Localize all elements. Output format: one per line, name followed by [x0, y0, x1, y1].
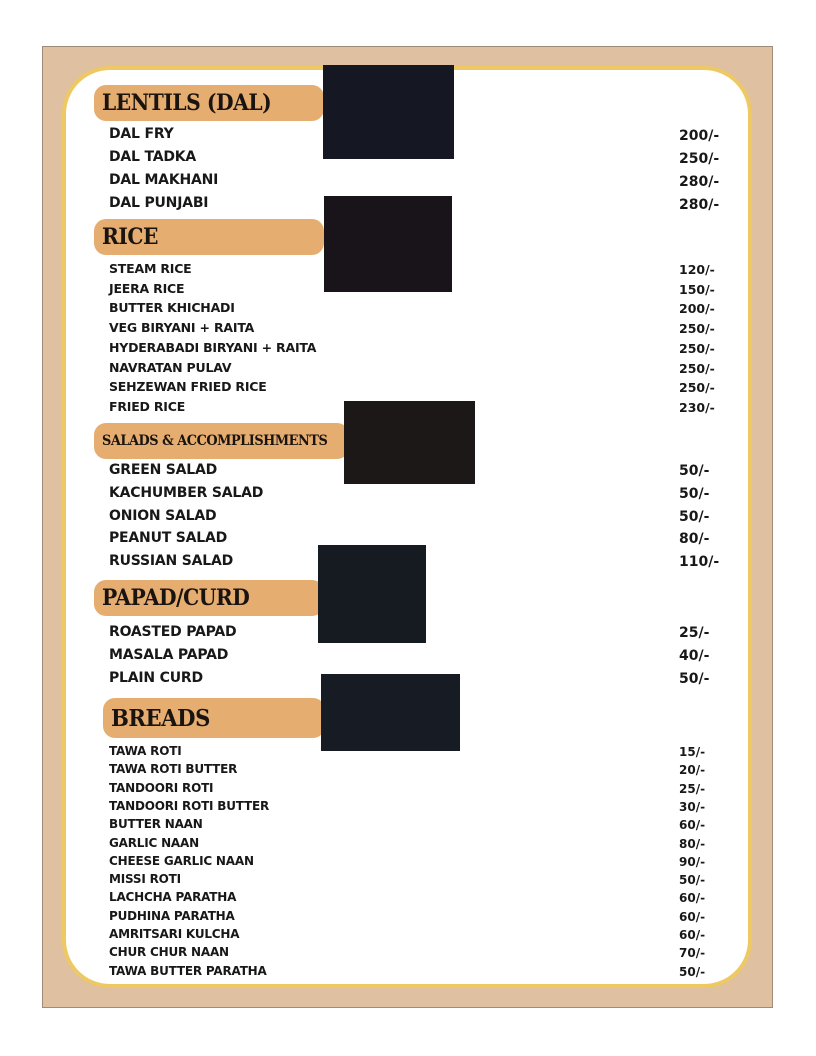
section-title: LENTILS (DAL)	[102, 90, 272, 116]
menu-item-name: ROASTED PAPAD	[109, 624, 237, 640]
section-title: RICE	[102, 224, 158, 250]
section-heading-rice	[94, 219, 324, 255]
menu-item-name: KACHUMBER SALAD	[109, 485, 264, 501]
menu-item-price: 60/-	[679, 818, 706, 832]
menu-item-price: 80/-	[679, 837, 706, 851]
menu-item-name: CHUR CHUR NAAN	[109, 945, 229, 959]
menu-item-price: 20/-	[679, 763, 706, 777]
menu-item-name: JEERA RICE	[109, 281, 185, 296]
menu-item-price: 15/-	[679, 745, 706, 759]
menu-item-price: 280/-	[679, 197, 720, 213]
menu-item-name: PUDHINA PARATHA	[109, 909, 235, 923]
menu-item-name: CHEESE GARLIC NAAN	[109, 854, 254, 868]
menu-item-price: 110/-	[679, 554, 720, 570]
rice-photo	[324, 196, 452, 292]
menu-item-price: 25/-	[679, 625, 710, 641]
menu-item-name: BUTTER NAAN	[109, 817, 203, 831]
menu-item-name: MASALA PAPAD	[109, 647, 229, 663]
section-heading-papad-curd	[94, 580, 324, 616]
menu-item-name: SEHZEWAN FRIED RICE	[109, 379, 267, 394]
menu-item-price: 40/-	[679, 648, 710, 664]
menu-item-name: PLAIN CURD	[109, 670, 203, 686]
menu-item-price: 90/-	[679, 855, 706, 869]
menu-item-name: TANDOORI ROTI	[109, 781, 214, 795]
section-title: BREADS	[111, 704, 210, 732]
menu-item-name: TANDOORI ROTI BUTTER	[109, 799, 270, 813]
section-title: PAPAD/CURD	[102, 585, 250, 611]
menu-item-price: 50/-	[679, 463, 710, 479]
menu-item-name: MISSI ROTI	[109, 872, 181, 886]
menu-item-price: 80/-	[679, 531, 710, 547]
menu-item-price: 280/-	[679, 174, 720, 190]
menu-item-name: FRIED RICE	[109, 399, 186, 414]
menu-item-price: 60/-	[679, 910, 706, 924]
menu-item-price: 25/-	[679, 782, 706, 796]
menu-item-price: 200/-	[679, 301, 715, 316]
menu-item-price: 120/-	[679, 262, 715, 277]
dal-photo	[323, 65, 454, 159]
section-title: SALADS & ACCOMPLISHMENTS	[102, 433, 328, 449]
menu-item-price: 60/-	[679, 891, 706, 905]
menu-item-price: 250/-	[679, 321, 715, 336]
menu-item-price: 230/-	[679, 400, 715, 415]
breads-photo	[321, 674, 460, 751]
menu-item-name: TAWA ROTI BUTTER	[109, 762, 238, 776]
menu-item-name: GREEN SALAD	[109, 462, 218, 478]
menu-item-price: 30/-	[679, 800, 706, 814]
menu-item-price: 250/-	[679, 151, 720, 167]
menu-item-price: 250/-	[679, 341, 715, 356]
menu-item-name: GARLIC NAAN	[109, 836, 199, 850]
menu-item-price: 70/-	[679, 946, 706, 960]
menu-item-name: DAL MAKHANI	[109, 172, 219, 188]
menu-item-price: 150/-	[679, 282, 715, 297]
menu-item-name: NAVRATAN PULAV	[109, 360, 232, 375]
menu-item-name: STEAM RICE	[109, 261, 192, 276]
menu-item-name: DAL PUNJABI	[109, 195, 209, 211]
menu-item-name: DAL TADKA	[109, 149, 197, 165]
menu-item-name: HYDERABADI BIRYANI + RAITA	[109, 340, 317, 355]
menu-item-name: TAWA ROTI	[109, 744, 182, 758]
menu-item-price: 50/-	[679, 965, 706, 979]
section-heading-lentils	[94, 85, 324, 121]
menu-item-price: 50/-	[679, 671, 710, 687]
section-heading-breads	[103, 698, 325, 738]
menu-item-price: 250/-	[679, 361, 715, 376]
menu-item-name: VEG BIRYANI + RAITA	[109, 320, 255, 335]
menu-item-name: AMRITSARI KULCHA	[109, 927, 240, 941]
section-heading-salads	[94, 423, 349, 459]
menu-item-price: 50/-	[679, 873, 706, 887]
menu-item-name: ONION SALAD	[109, 508, 217, 524]
menu-item-price: 200/-	[679, 128, 720, 144]
menu-item-name: LACHCHA PARATHA	[109, 890, 237, 904]
menu-item-price: 60/-	[679, 928, 706, 942]
menu-item-name: PEANUT SALAD	[109, 530, 228, 546]
menu-item-name: TAWA BUTTER PARATHA	[109, 964, 267, 978]
papad-photo	[318, 545, 426, 643]
menu-item-name: DAL FRY	[109, 126, 174, 142]
salad-photo	[344, 401, 475, 484]
menu-item-price: 50/-	[679, 509, 710, 525]
menu-item-name: RUSSIAN SALAD	[109, 553, 234, 569]
menu-item-name: BUTTER KHICHADI	[109, 300, 235, 315]
menu-item-price: 50/-	[679, 486, 710, 502]
menu-item-price: 250/-	[679, 380, 715, 395]
